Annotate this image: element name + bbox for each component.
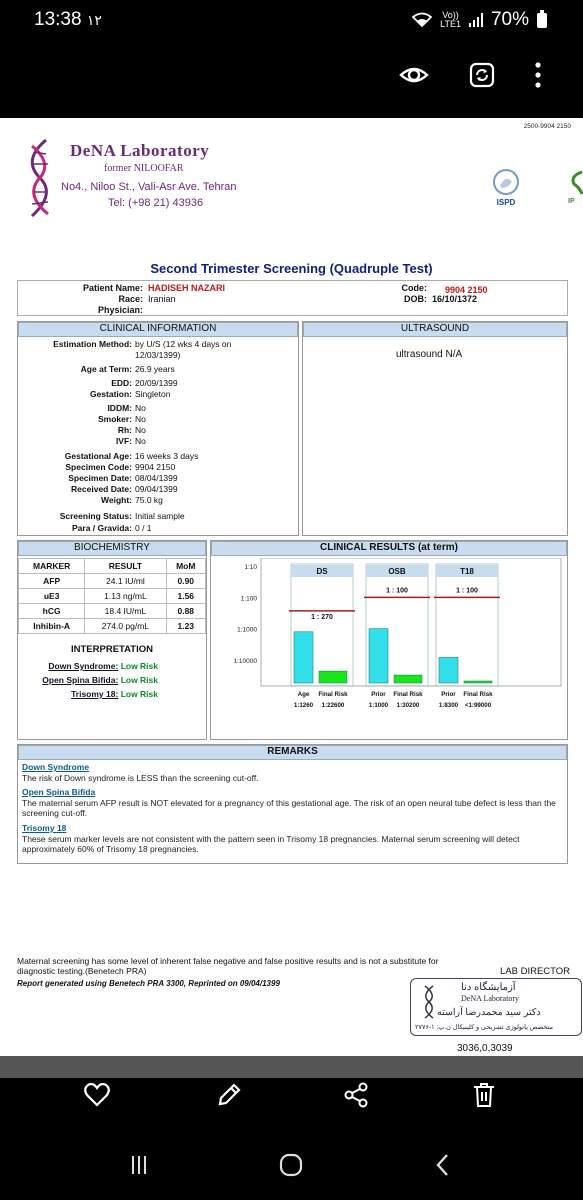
lab-phone: Tel: (+98 21) 43936 xyxy=(108,197,204,209)
table-header-row xyxy=(19,559,206,574)
bar-category-label: Final Risk xyxy=(393,691,423,698)
signal-icon xyxy=(469,13,483,27)
race-value: Iranian xyxy=(148,294,176,304)
bar-category-label: Final Risk xyxy=(318,691,348,698)
risk-bar xyxy=(319,671,347,683)
more-vert-icon[interactable] xyxy=(521,58,555,92)
table-row: hCG 18.4 IU/mL 0.88 xyxy=(19,604,206,619)
back-icon[interactable] xyxy=(426,1148,460,1182)
interpretation-osb: Open Spina Bifida: Low Risk xyxy=(42,675,158,685)
interpretation-header: INTERPRETATION xyxy=(71,644,153,655)
clinical-row: Specimen Code: 9904 2150 xyxy=(65,462,176,472)
estimation-row: Estimation Method: by U/S (12 wks 4 days on xyxy=(53,339,232,349)
heart-icon[interactable] xyxy=(80,1078,114,1112)
status-time: 13:38 ۱۲ xyxy=(34,9,102,30)
viewer-top-toolbar xyxy=(0,52,583,96)
bar-value-label: 1:30200 xyxy=(396,702,420,709)
edit-icon[interactable] xyxy=(212,1078,246,1112)
cutoff-label: 1 : 100 xyxy=(456,587,478,595)
clinical-row: Weight: 75.0 kg xyxy=(100,495,163,505)
bar-category-label: Prior xyxy=(441,691,456,698)
column-header: MoM xyxy=(166,559,205,574)
report-document[interactable] xyxy=(0,118,583,1056)
code-label: Code: xyxy=(401,283,427,293)
table-row: uE3 1.13 ng/mL 1.56 xyxy=(19,589,206,604)
risk-chart xyxy=(211,558,567,739)
clinical-row: Gestational Age: 16 weeks 3 days xyxy=(64,451,199,461)
bar-value-label: 1:8300 xyxy=(438,702,459,709)
bar-value-label: 1:1260 xyxy=(293,702,314,709)
gallery-divider xyxy=(0,1056,583,1078)
race-label: Race: xyxy=(118,294,143,304)
remarks-header: REMARKS xyxy=(18,745,567,760)
bar-value-label: 1:1000 xyxy=(368,702,389,709)
network-type: Vo)) LTE1 xyxy=(440,10,461,29)
wifi-icon xyxy=(412,12,432,28)
system-nav-bar xyxy=(0,1140,583,1190)
lab-stamp: آزمایشگاه دنا DeNA Laboratory دکتر سید محمدرضا آراسته متخصص پاتولوژی تشریحی و کلینیکال ن.پ: ۱-۲۷۷۶ xyxy=(410,978,582,1036)
stamp-number: 3036,0,3039 xyxy=(457,1043,513,1054)
clinical-row: Age at Term: 26.9 years xyxy=(80,364,175,374)
clinical-row: Rh: No xyxy=(117,425,146,435)
clinical-row: Screening Status: Initial sample xyxy=(59,511,185,521)
report-title: Second Trimester Screening (Quadruple Test) xyxy=(150,261,433,276)
bar-category-label: Final Risk xyxy=(463,691,493,698)
y-tick-label: 1:10 xyxy=(244,564,257,571)
risk-bar xyxy=(439,657,458,683)
biochemistry-panel xyxy=(17,540,207,740)
table-row: Inhibin-A 274.0 pg/mL 1.23 xyxy=(19,619,206,634)
interpretation-ds: Down Syndrome: Low Risk xyxy=(48,661,158,671)
column-header: RESULT xyxy=(85,559,166,574)
cutoff-label: 1 : 100 xyxy=(386,587,408,595)
recents-icon[interactable] xyxy=(122,1148,156,1182)
partner-emblem-icon xyxy=(568,168,583,196)
sync-icon[interactable] xyxy=(465,58,499,92)
remark-title: Down Syndrome xyxy=(22,762,90,772)
remark-text: The maternal serum AFP result is NOT elevated for a pregnancy of this gestational age. The risk of an open neural tube defect is less than the screening cut-off. xyxy=(22,798,556,818)
clinical-row: EDD: 20/09/1399 xyxy=(111,378,178,388)
clinical-row: Received Date: 09/04/1399 xyxy=(71,484,178,494)
group-label: DS xyxy=(316,567,328,576)
eye-icon[interactable] xyxy=(397,58,431,92)
dob-label: DOB: xyxy=(404,294,427,304)
generated-note: Report generated using Benetech PRA 3300, Reprinted on 09/04/1399 xyxy=(17,979,280,988)
status-bar xyxy=(0,0,583,40)
code-value: 9904 2150 xyxy=(445,285,488,295)
risk-bar xyxy=(394,675,422,683)
biochemistry-header: BIOCHEMISTRY xyxy=(18,541,206,556)
bar-category-label: Age xyxy=(297,691,310,698)
remarks-panel xyxy=(17,744,568,864)
remark-text: These serum marker levels are not consistent with the pattern seen in Trisomy 18 pregnancies. Maternal serum screening will detect approximately 60% of Trisomy 18 pregnancies. xyxy=(22,834,520,854)
clinical-row: IVF: No xyxy=(115,436,146,446)
clinical-row: Para / Gravida: 0 / 1 xyxy=(71,523,152,533)
estimation-row-cont: 12/03/1399) xyxy=(135,350,181,360)
doc-number: 2500-9904 2150 xyxy=(523,123,571,130)
ultrasound-value: ultrasound N/A xyxy=(396,349,463,360)
clinical-info-header: CLINICAL INFORMATION xyxy=(18,322,298,337)
disclaimer-note: Maternal screening has some level of inherent false negative and false positive results and is not a substitute for diagnostic testing.(Benetech PRA) xyxy=(17,956,439,976)
patient-name-label: Patient Name: xyxy=(82,283,143,293)
lab-director-label: LAB DIRECTOR xyxy=(500,966,571,977)
bar-value-label: <1:99000 xyxy=(464,702,492,709)
cutoff-label: 1 : 270 xyxy=(311,613,333,621)
y-tick-label: 1:1000 xyxy=(237,626,257,634)
risk-bar xyxy=(294,632,313,683)
biochemistry-table xyxy=(18,558,206,634)
y-tick-label: 1:10000 xyxy=(233,658,257,665)
column-header: MARKER xyxy=(19,559,85,574)
home-icon[interactable] xyxy=(274,1148,308,1182)
dna-logo-icon xyxy=(20,138,60,218)
remark-title: Trisomy 18 xyxy=(22,823,67,833)
dob-value: 16/10/1372 xyxy=(432,294,478,304)
group-label: T18 xyxy=(460,567,474,576)
clinical-row: Gestation: Singleton xyxy=(89,389,171,399)
patient-name: HADISEH NAZARI xyxy=(148,283,226,293)
ispd-logo: ISPD xyxy=(491,168,521,207)
delete-icon[interactable] xyxy=(467,1078,501,1112)
partner-logo: IP xyxy=(568,168,583,205)
battery-icon xyxy=(537,13,547,28)
bar-category-label: Prior xyxy=(371,691,386,698)
share-icon[interactable] xyxy=(339,1078,373,1112)
lab-former: former NILOOFAR xyxy=(104,163,184,174)
risk-bar xyxy=(369,629,388,683)
lab-address: No4., Niloo St., Vali-Asr Ave. Tehran xyxy=(61,181,237,193)
viewer-bottom-toolbar xyxy=(0,1078,583,1118)
ispd-emblem-icon xyxy=(491,168,521,196)
group-label: OSB xyxy=(388,567,406,576)
clinical-results-panel xyxy=(210,540,568,740)
clinical-row: Smoker: No xyxy=(97,414,146,424)
ultrasound-panel xyxy=(302,321,568,536)
lab-name: DeNA Laboratory xyxy=(70,141,210,160)
clinical-row: IDDM: No xyxy=(107,403,146,413)
battery-percent: 70% xyxy=(490,9,529,30)
clinical-info-panel xyxy=(17,321,299,536)
ultrasound-header: ULTRASOUND xyxy=(303,322,567,337)
remark-title: Open Spina Bifida xyxy=(22,787,96,797)
table-row: AFP 24.1 IU/ml 0.90 xyxy=(19,574,206,589)
clinical-row: Specimen Date: 08/04/1399 xyxy=(68,473,178,483)
patient-info xyxy=(17,280,568,316)
interpretation-t18: Trisomy 18: Low Risk xyxy=(71,689,158,699)
y-tick-label: 1:100 xyxy=(240,595,257,603)
physician-label: Physician: xyxy=(97,305,143,315)
risk-bar xyxy=(464,681,492,683)
stamp-dna-icon xyxy=(419,985,439,1019)
status-indicators xyxy=(412,9,547,31)
remark-text: The risk of Down syndrome is LESS than the screening cut-off. xyxy=(22,773,259,783)
bar-value-label: 1:22600 xyxy=(321,702,345,709)
clinical-results-header: CLINICAL RESULTS (at term) xyxy=(211,541,567,556)
